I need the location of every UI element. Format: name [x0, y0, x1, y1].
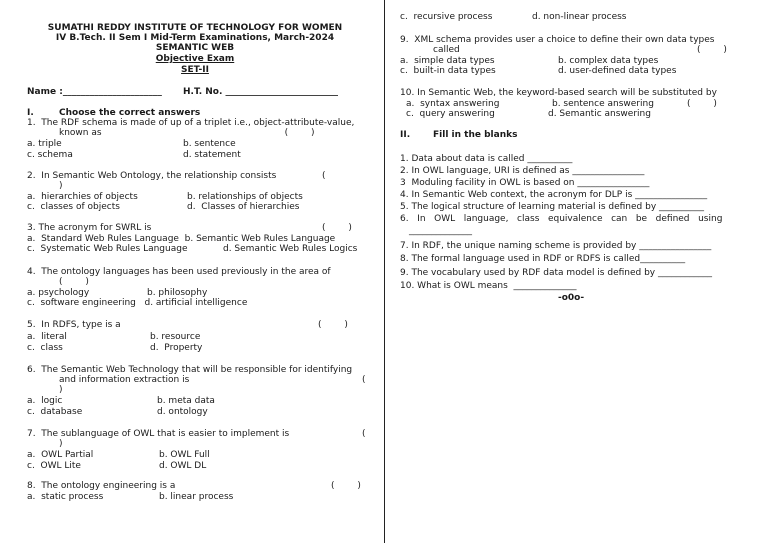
subject-title: SEMANTIC WEB — [155, 43, 235, 53]
q7-bracket-close: ) — [59, 439, 63, 449]
question-9: 9. XML schema provides user a choice to define their own data types — [400, 35, 715, 45]
q8-option-a: a. static process — [27, 492, 104, 502]
q1-option-b: b. sentence — [183, 139, 236, 149]
question-10: 10. In Semantic Web, the keyword-based search will be substituted by — [400, 88, 717, 98]
fill-1: 1. Data about data is called __________ — [400, 154, 573, 164]
q10-option-a: a. syntax answering — [406, 99, 500, 109]
q5-option-c: c. class — [27, 343, 63, 353]
q10-option-d: d. Semantic answering — [548, 109, 651, 119]
q6-option-b: b. meta data — [157, 396, 215, 406]
q10-option-b: b. sentence answering — [552, 99, 654, 109]
q1-option-a: a. triple — [27, 139, 62, 149]
question-2: 2. In Semantic Web Ontology, the relationship consists — [27, 171, 277, 181]
q9-option-c: c. built-in data types — [400, 66, 496, 76]
q1-option-d: d. statement — [183, 150, 241, 160]
q7-option-a: a. OWL Partial — [27, 450, 94, 460]
question-5: 5. In RDFS, type is a — [27, 320, 121, 330]
q3-option-d: d. Semantic Web Rules Logics — [223, 244, 358, 254]
q8-bracket: ( ) — [331, 481, 361, 491]
q7-option-d: d. OWL DL — [159, 461, 207, 471]
fill-10: 10. What is OWL means ______________ — [400, 281, 577, 291]
q9-bracket: ( ) — [697, 45, 727, 55]
q1-option-c: c. schema — [27, 150, 73, 160]
q5-option-a: a. literal — [27, 332, 67, 342]
q10-bracket: ( ) — [687, 99, 717, 109]
q5-option-d: d. Property — [150, 343, 203, 353]
fill-2: 2. In OWL language, URI is defined as ________________ — [400, 166, 645, 176]
fill-5: 5. The logical structure of learning material is defined by __________ — [400, 202, 705, 212]
q7-option-c: c. OWL Lite — [27, 461, 81, 471]
q3-option-c: c. Systematic Web Rules Language — [27, 244, 188, 254]
q2-option-b: b. relationships of objects — [187, 192, 303, 202]
set-label: SET-II — [181, 65, 209, 75]
q6-option-c: c. database — [27, 407, 83, 417]
question-8: 8. The ontology engineering is a — [27, 481, 176, 491]
q5-option-b: b. resource — [150, 332, 201, 342]
q8-option-b: b. linear process — [159, 492, 234, 502]
q6-bracket-close: ) — [59, 385, 63, 395]
exam-type: Objective Exam — [155, 54, 235, 64]
name-field: Name :______________________ — [27, 87, 162, 97]
question-6: 6. The Semantic Web Technology that will be responsible for identifying — [27, 365, 353, 375]
htno-field: H.T. No. _________________________ — [183, 87, 339, 97]
q4-option-cd: c. software engineering d. artificial intelligence — [27, 298, 248, 308]
fill-3: 3 Moduling facility in OWL is based on ________________ — [400, 178, 650, 188]
q3-option-ab: a. Standard Web Rules Language b. Semantic Web Rules Language — [27, 234, 336, 244]
question-1-cont: known as ( ) — [59, 128, 315, 138]
fill-6: 6. In OWL language, class equivalence can be defined using — [400, 214, 723, 224]
q6-option-d: d. ontology — [157, 407, 208, 417]
q8-option-c: c. recursive process — [400, 12, 493, 22]
fill-7: 7. In RDF, the unique naming scheme is provided by ________________ — [400, 241, 712, 251]
question-6-cont: and information extraction is — [59, 375, 190, 385]
q9-option-a: a. simple data types — [400, 56, 495, 66]
q2-bracket-close: ) — [59, 181, 63, 191]
q6-option-a: a. logic — [27, 396, 63, 406]
q9-option-b: b. complex data types — [558, 56, 659, 66]
fill-9: 9. The vocabulary used by RDF data model is defined by ____________ — [400, 268, 712, 278]
question-9-cont: called — [433, 45, 460, 55]
q10-option-c: c. query answering — [406, 109, 495, 119]
q2-option-a: a. hierarchies of objects — [27, 192, 138, 202]
q3-bracket: ( ) — [322, 223, 352, 233]
q4-option-a: a. psychology — [27, 288, 90, 298]
section-2-number: II. — [400, 130, 411, 140]
q7-bracket-open: ( — [362, 429, 366, 439]
column-divider — [384, 0, 385, 543]
q2-option-c: c. classes of objects — [27, 202, 120, 212]
institute-name: SUMATHI REDDY INSTITUTE OF TECHNOLOGY FOR WOMEN — [47, 23, 343, 33]
question-3: 3. The acronym for SWRL is — [27, 223, 152, 233]
question-7: 7. The sublanguage of OWL that is easier to implement is — [27, 429, 290, 439]
fill-6-blank: ______________ — [409, 226, 472, 236]
q2-option-d: d. Classes of hierarchies — [187, 202, 300, 212]
q9-option-d: d. user-defined data types — [558, 66, 677, 76]
q4-option-b: b. philosophy — [147, 288, 208, 298]
q6-bracket-open: ( — [362, 375, 366, 385]
q2-bracket-open: ( — [322, 171, 326, 181]
fill-4: 4. In Semantic Web context, the acronym for DLP is ________________ — [400, 190, 708, 200]
q8-option-d: d. non-linear process — [532, 12, 627, 22]
question-4: 4. The ontology languages has been used previously in the area of — [27, 267, 331, 277]
section-1-title: Choose the correct answers — [59, 108, 201, 118]
end-mark: -o0o- — [558, 293, 585, 303]
question-1: 1. The RDF schema is made of up of a triplet i.e., object-attribute-value, — [27, 118, 355, 128]
exam-title: IV B.Tech. II Sem I Mid-Term Examinations, March-2024 — [55, 33, 335, 43]
q5-bracket: ( ) — [318, 320, 348, 330]
section-2-title: Fill in the blanks — [433, 130, 518, 140]
section-1-number: I. — [27, 108, 34, 118]
fill-8: 8. The formal language used in RDF or RDFS is called__________ — [400, 254, 686, 264]
q4-bracket: ( ) — [59, 277, 89, 287]
q7-option-b: b. OWL Full — [159, 450, 210, 460]
